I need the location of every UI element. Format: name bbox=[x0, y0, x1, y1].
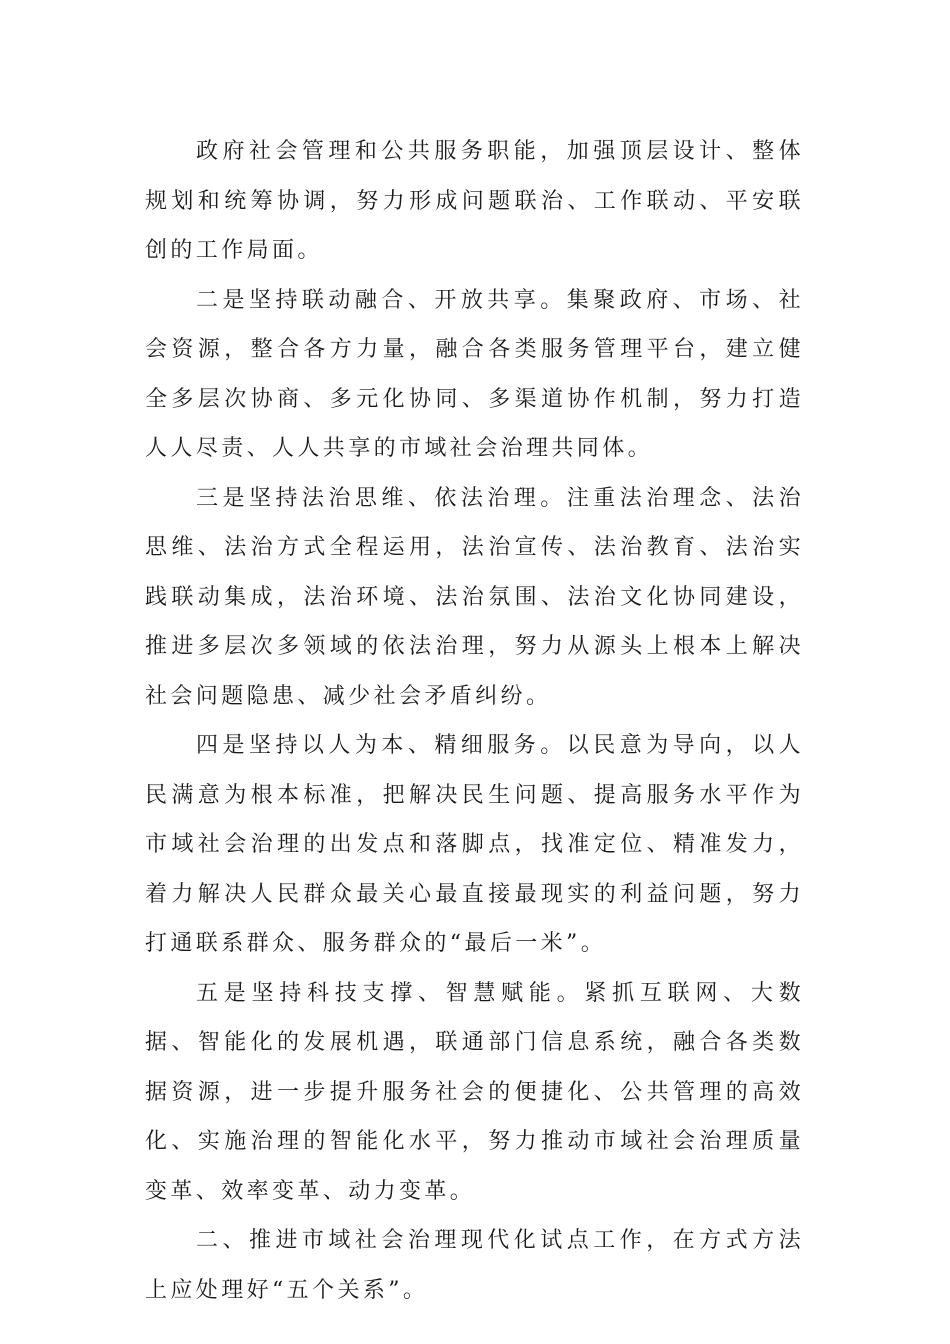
document-body bbox=[145, 127, 804, 1315]
paragraph-point-two: 二是坚持联动融合、开放共享。集聚政府、市场、社会资源，整合各方力量，融合各类服务管理平台，建立健全多层次协商、多元化协同、多渠道协作机制，努力打造人人尽责、人人共享的市域社会治理共同体。 bbox=[145, 287, 804, 461]
paragraph-point-three: 三是坚持法治思维、依法治理。注重法治理念、法治思维、法治方式全程运用，法治宣传、法治教育、法治实践联动集成，法治环境、法治氛围、法治文化协同建设，推进多层次多领域的依法治理，努力从源头上根本上解决社会问题隐患、减少社会矛盾纠纷。 bbox=[145, 485, 804, 709]
paragraph-point-four: 四是坚持以人为本、精细服务。以民意为导向，以人民满意为根本标准，把解决民生问题、提高服务水平作为市域社会治理的出发点和落脚点，找准定位、精准发力，着力解决人民群众最关心最直接最现实的利益问题，努力打通联系群众、服务群众的“最后一米”。 bbox=[145, 733, 804, 956]
paragraph-continuation: 政府社会管理和公共服务职能，加强顶层设计、整体规划和统筹协调，努力形成问题联治、工作联动、平安联创的工作局面。 bbox=[145, 139, 804, 263]
paragraph-section-two: 二、推进市域社会治理现代化试点工作，在方式方法上应处理好“五个关系”。 bbox=[145, 1228, 804, 1303]
paragraph-point-five: 五是坚持科技支撑、智慧赋能。紧抓互联网、大数据、智能化的发展机遇，联通部门信息系统，融合各类数据资源，进一步提升服务社会的便捷化、公共管理的高效化、实施治理的智能化水平，努力推动市域社会治理质量变革、效率变革、动力变革。 bbox=[145, 980, 804, 1204]
